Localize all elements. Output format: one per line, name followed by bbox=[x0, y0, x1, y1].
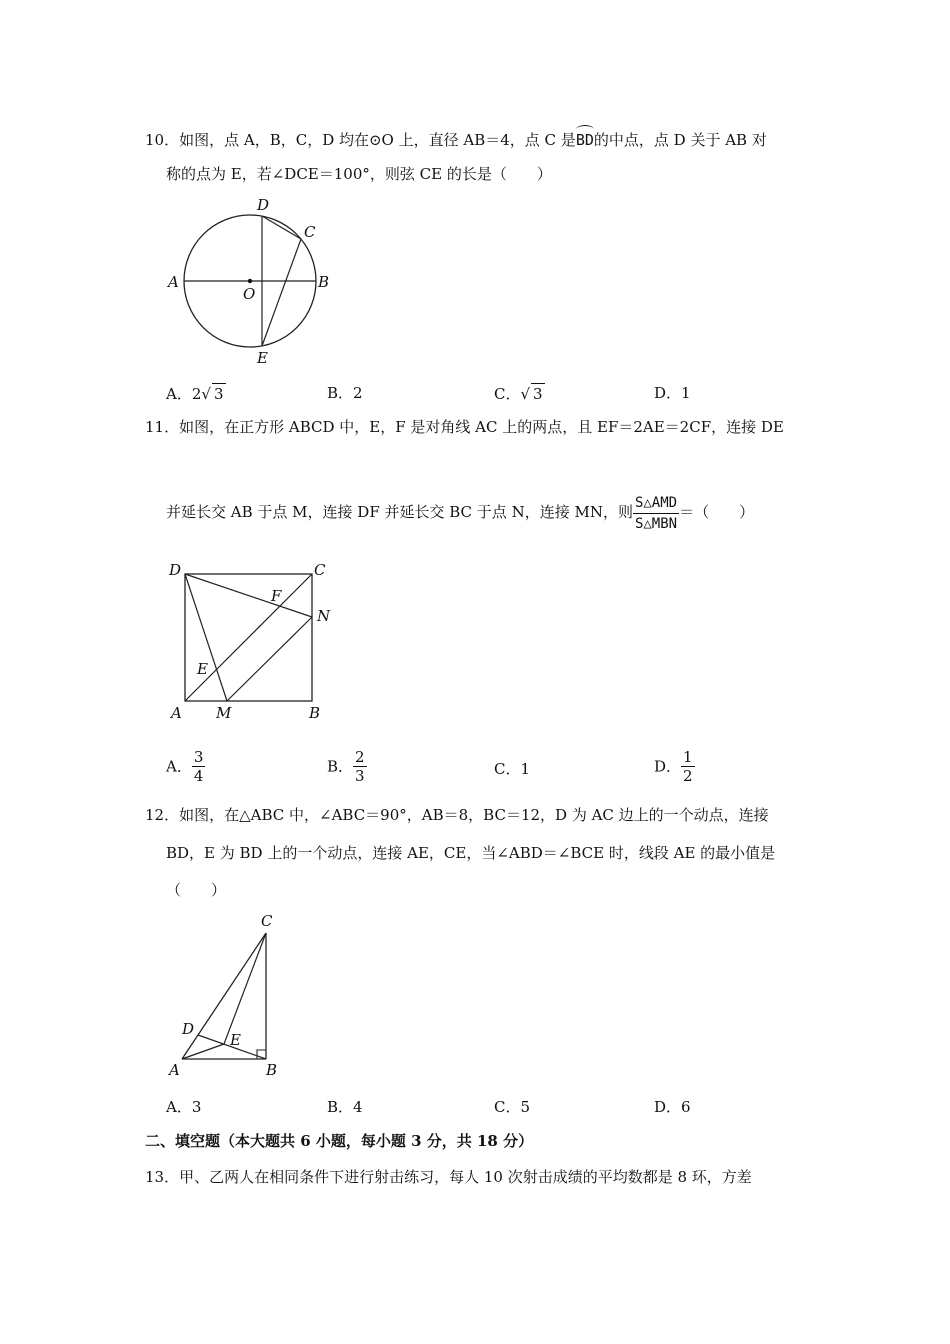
q10-label-o: O bbox=[243, 285, 256, 303]
option-letter: A． bbox=[166, 1098, 192, 1116]
q12-segment-ae bbox=[182, 1044, 224, 1059]
option-letter: C． bbox=[494, 760, 521, 778]
option-value: 3 bbox=[191, 1098, 202, 1116]
q10-label-d: D bbox=[257, 196, 270, 214]
fraction-denominator: 3 bbox=[355, 767, 365, 785]
q12-segment-ce bbox=[224, 933, 266, 1044]
q11-label-d: D bbox=[169, 561, 182, 579]
q11-label-c: C bbox=[314, 561, 326, 579]
q10-label-e: E bbox=[257, 349, 268, 367]
q12-label-e: E bbox=[230, 1031, 241, 1049]
q11-label-b: B bbox=[309, 704, 321, 722]
option-letter: C． bbox=[494, 385, 521, 403]
q12-figure bbox=[160, 908, 290, 1080]
option-fraction bbox=[681, 748, 695, 785]
option-value: 5 bbox=[520, 1098, 531, 1116]
q10-chord-dc bbox=[262, 216, 301, 239]
fraction-numerator: 2 bbox=[355, 748, 365, 766]
q10-label-b: B bbox=[318, 273, 330, 291]
option-value: 6 bbox=[681, 1098, 691, 1116]
option-value: 4 bbox=[353, 1098, 363, 1116]
q11-line2-pre: 并延长交 AB 于点 M，连接 DF 并延长交 BC 于点 N，连接 MN，则 bbox=[166, 503, 633, 521]
q11-label-a: A bbox=[171, 704, 182, 722]
option-letter: B． bbox=[327, 384, 354, 402]
q12-label-c: C bbox=[261, 912, 273, 930]
option-letter: B． bbox=[327, 1098, 354, 1116]
q12-line2: BD，E 为 BD 上的一个动点，连接 AE，CE，当∠ABD＝∠BCE 时，线段 AE 的最小值是 bbox=[166, 844, 776, 862]
q10-line1 bbox=[145, 127, 767, 150]
fraction-denominator: 4 bbox=[193, 767, 204, 785]
q12-option-a bbox=[166, 1097, 201, 1117]
arc-bd: BD bbox=[576, 127, 594, 150]
q12-option-b bbox=[327, 1097, 363, 1117]
q11-diagonal-ac bbox=[185, 574, 312, 701]
option-letter: D． bbox=[654, 1098, 682, 1116]
option-fraction bbox=[353, 748, 367, 785]
q11-ratio-numerator: S△AMD bbox=[633, 493, 679, 514]
q12-label-a: A bbox=[169, 1061, 180, 1079]
fraction-numerator: 1 bbox=[683, 748, 693, 766]
q10-line2: 称的点为 E，若∠DCE＝100°，则弦 CE 的长是（ ） bbox=[166, 165, 552, 183]
q12-line3: （ ） bbox=[166, 881, 227, 899]
q11-ratio-denominator: S△MBN bbox=[634, 515, 678, 532]
q10-label-c: C bbox=[304, 223, 316, 241]
q10-option-a: A．2√ 3 bbox=[166, 385, 224, 403]
q10-line1-post: 的中点，点 D 关于 AB 对 bbox=[593, 131, 767, 149]
option-radicand: 3 bbox=[213, 385, 224, 403]
q11-option-a bbox=[166, 748, 205, 785]
q12-option-d bbox=[654, 1097, 691, 1117]
option-letter: A． bbox=[166, 757, 192, 776]
q12-label-d: D bbox=[182, 1020, 195, 1038]
option-value: 1 bbox=[520, 760, 531, 778]
q11-line-dn bbox=[185, 574, 312, 617]
option-coefficient: 2 bbox=[191, 385, 202, 403]
q11-option-c bbox=[494, 759, 530, 779]
q10-option-c: C．√ 3 bbox=[494, 385, 543, 403]
q12-line1: 12．如图，在△ABC 中，∠ABC＝90°，AB＝8，BC＝12，D 为 AC 边上的一个动点，连接 bbox=[145, 806, 769, 824]
q11-label-f: F bbox=[271, 587, 282, 605]
q10-option-d bbox=[654, 383, 691, 403]
q12-label-b: B bbox=[266, 1061, 278, 1079]
q11-label-e: E bbox=[197, 660, 208, 678]
q11-line-dm bbox=[185, 574, 227, 701]
option-value: 1 bbox=[681, 384, 691, 402]
q10-label-a: A bbox=[168, 273, 179, 291]
option-letter: C． bbox=[494, 1098, 521, 1116]
q11-line1: 11．如图，在正方形 ABCD 中，E，F 是对角线 AC 上的两点，且 EF＝2AE＝2CF，连接 DE bbox=[145, 418, 784, 436]
option-letter: D． bbox=[654, 384, 682, 402]
option-letter: A． bbox=[166, 385, 192, 403]
q12-option-c bbox=[494, 1097, 530, 1117]
option-letter: D． bbox=[654, 757, 682, 776]
q11-label-m: M bbox=[216, 704, 232, 722]
q12-side-ac bbox=[182, 933, 266, 1059]
fraction-numerator: 3 bbox=[193, 748, 204, 766]
q11-option-b bbox=[327, 748, 367, 785]
q13-line1: 13．甲、乙两人在相同条件下进行射击练习，每人 10 次射击成绩的平均数都是 8 环，方差 bbox=[145, 1168, 752, 1186]
q10-line1-pre: 10．如图，点 A，B，C，D 均在⊙O 上，直径 AB＝4，点 C 是 bbox=[145, 131, 576, 149]
q10-option-b bbox=[327, 383, 363, 403]
option-value: 2 bbox=[353, 384, 363, 402]
q11-line2-post: ＝（ ） bbox=[679, 503, 755, 521]
q11-line2 bbox=[166, 490, 754, 534]
fraction-denominator: 2 bbox=[683, 767, 693, 785]
q11-label-n: N bbox=[317, 607, 331, 625]
section2-heading: 二、填空题（本大题共 6 小题，每小题 3 分，共 18 分） bbox=[145, 1132, 534, 1150]
q11-line-mn bbox=[227, 617, 312, 701]
q10-figure bbox=[160, 195, 340, 370]
option-radicand: 3 bbox=[533, 385, 543, 403]
option-fraction bbox=[192, 748, 206, 785]
q11-area-ratio bbox=[633, 493, 679, 534]
option-letter: B． bbox=[327, 757, 354, 776]
q11-figure bbox=[160, 558, 340, 726]
q11-option-d bbox=[654, 748, 695, 785]
q10-center-dot bbox=[248, 279, 252, 283]
